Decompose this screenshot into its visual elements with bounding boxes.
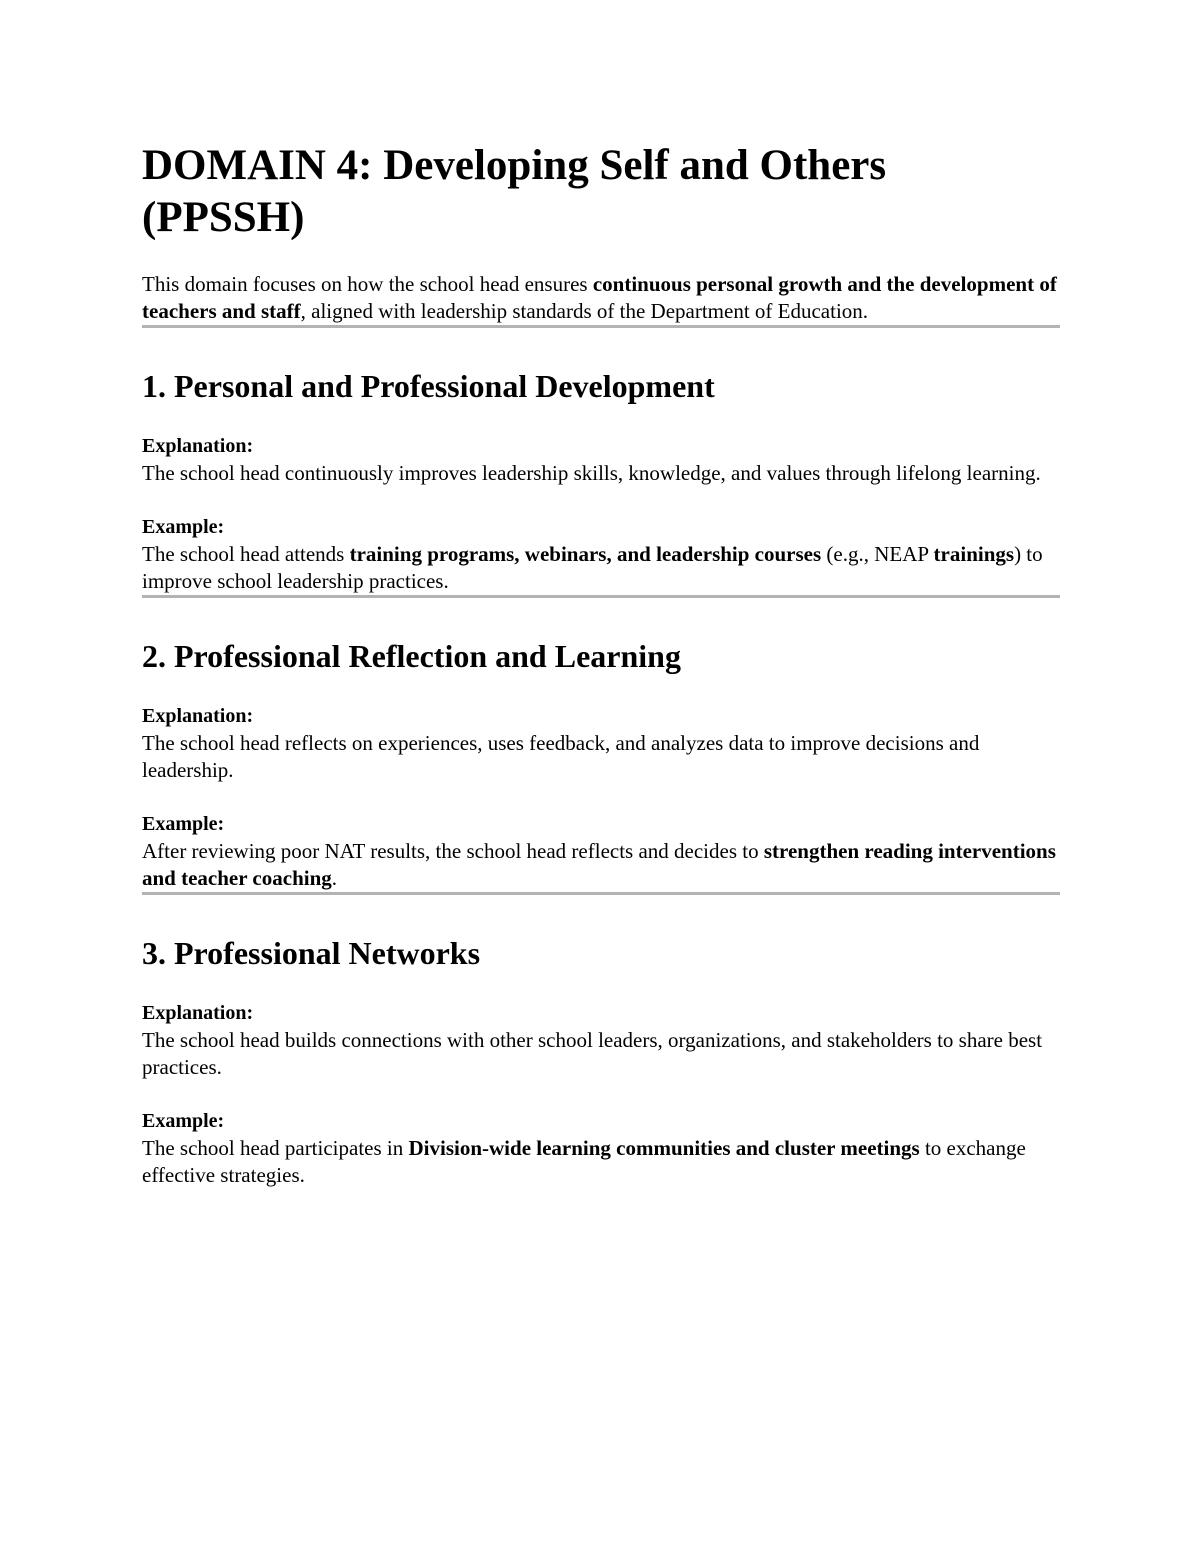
bold-text: trainings <box>933 542 1015 566</box>
section-1 <box>142 366 1058 595</box>
explanation-label: Explanation: <box>142 1002 254 1024</box>
text-run: The school head participates in <box>142 1136 409 1160</box>
section-heading: 2. Professional Reflection and Learning <box>142 638 681 674</box>
example-label: Example: <box>142 813 225 835</box>
text-run: The school head continuously improves leadership skills, knowledge, and values through lifelong learning. <box>142 461 1041 485</box>
section-3 <box>142 933 1058 1189</box>
section-heading: 1. Personal and Professional Development <box>142 368 715 404</box>
document-title: DOMAIN 4: Developing Self and Others (PPSSH) <box>142 142 887 241</box>
section-2 <box>142 636 1058 892</box>
text-run: (e.g., NEAP <box>821 542 934 566</box>
text-run: The school head reflects on experiences, uses feedback, and analyzes data to improve decisions and leadership. <box>142 731 980 782</box>
text-run: . <box>331 866 338 890</box>
bold-text: Division-wide learning communities and cluster meetings <box>408 1136 920 1160</box>
example-text <box>142 541 1058 595</box>
bold-text: continuous personal growth and the development of teachers and staff <box>142 272 1057 323</box>
text-run: ) to improve school leadership practices. <box>142 542 1043 593</box>
intro-paragraph <box>142 271 1058 325</box>
explanation-text <box>142 1027 1058 1081</box>
example-text <box>142 1135 1058 1189</box>
text-run: The school head builds connections with other school leaders, organizations, and stakeholders to share best practices. <box>142 1028 1043 1079</box>
divider <box>142 595 1060 598</box>
bold-text: strengthen reading interventions and teacher coaching <box>142 839 1056 890</box>
section-heading: 3. Professional Networks <box>142 935 481 971</box>
explanation-label: Explanation: <box>142 435 254 457</box>
text-run: After reviewing poor NAT results, the school head reflects and decides to <box>142 839 764 863</box>
explanation-label: Explanation: <box>142 705 254 727</box>
sections-container <box>142 366 1058 1189</box>
text-run: to exchange effective strategies. <box>142 1136 1026 1187</box>
explanation-text <box>142 730 1058 784</box>
example-text <box>142 838 1058 892</box>
example-label: Example: <box>142 516 225 538</box>
divider <box>142 892 1060 895</box>
text-run: This domain focuses on how the school head ensures <box>142 272 593 296</box>
explanation-text <box>142 460 1058 487</box>
bold-text: training programs, webinars, and leadership courses <box>349 542 822 566</box>
document-page <box>142 140 1058 1189</box>
example-label: Example: <box>142 1110 225 1132</box>
text-run: , aligned with leadership standards of the Department of Education. <box>300 299 869 323</box>
text-run: The school head attends <box>142 542 350 566</box>
divider <box>142 325 1060 328</box>
